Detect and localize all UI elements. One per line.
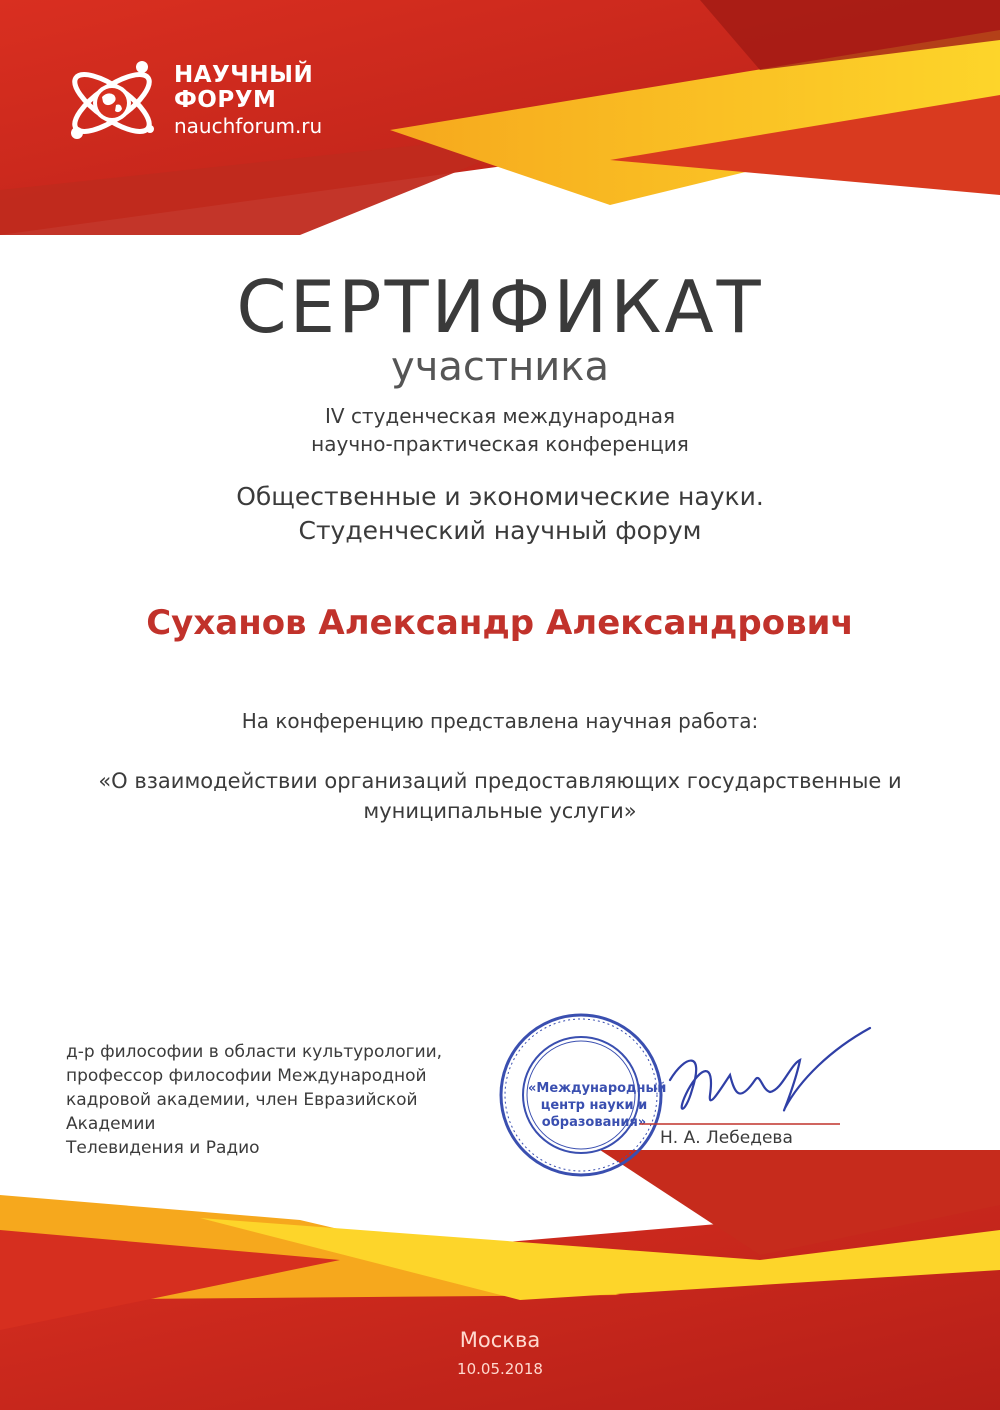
conference-name-line1: Общественные и экономические науки. [236,482,764,511]
logo-website: nauchforum.ru [174,114,323,138]
atom-globe-icon [62,55,162,150]
work-title [0,766,1000,826]
signer-position-line3: кадровой академии, член Евразийской Академии [66,1090,418,1134]
footer-date: 10.05.2018 [457,1360,543,1378]
certificate-title: СЕРТИФИКАТ [236,265,764,349]
work-title-line1: «О взаимодействии организаций предоставляющих государственные и [98,769,902,793]
work-intro: На конференцию представлена научная работа: [241,709,759,733]
signer-position-line4: Телевидения и Радио [66,1138,260,1158]
stamp-line1: «Международный [528,1081,667,1096]
stamp-line2: центр науки и [540,1098,648,1113]
conference-type-line2: научно-практическая конференция [311,432,689,456]
footer-city: Москва [459,1328,541,1352]
signer-position-line1: д-р философии в области культурологии, [66,1042,443,1062]
participant-name: Суханов Александр Александрович [146,603,854,643]
conference-name [0,480,1000,548]
logo-text [174,63,322,139]
conference-type [0,402,1000,458]
logo-title-line1: НАУЧНЫЙ [174,62,314,88]
logo [62,55,362,155]
stamp-line3: образования» [541,1115,647,1130]
certificate-subtitle: участника [391,344,609,390]
work-title-line2: муниципальные услуги» [363,799,637,823]
signer-position-line2: профессор философии Международной [66,1066,427,1086]
conference-name-line2: Студенческий научный форум [298,516,702,545]
logo-title-line2: ФОРУМ [174,87,277,113]
signer-name: Н. А. Лебедева [660,1128,793,1148]
signer-position [66,1040,506,1160]
handwritten-signature [630,1020,880,1140]
conference-type-line1: IV студенческая международная [325,404,675,428]
